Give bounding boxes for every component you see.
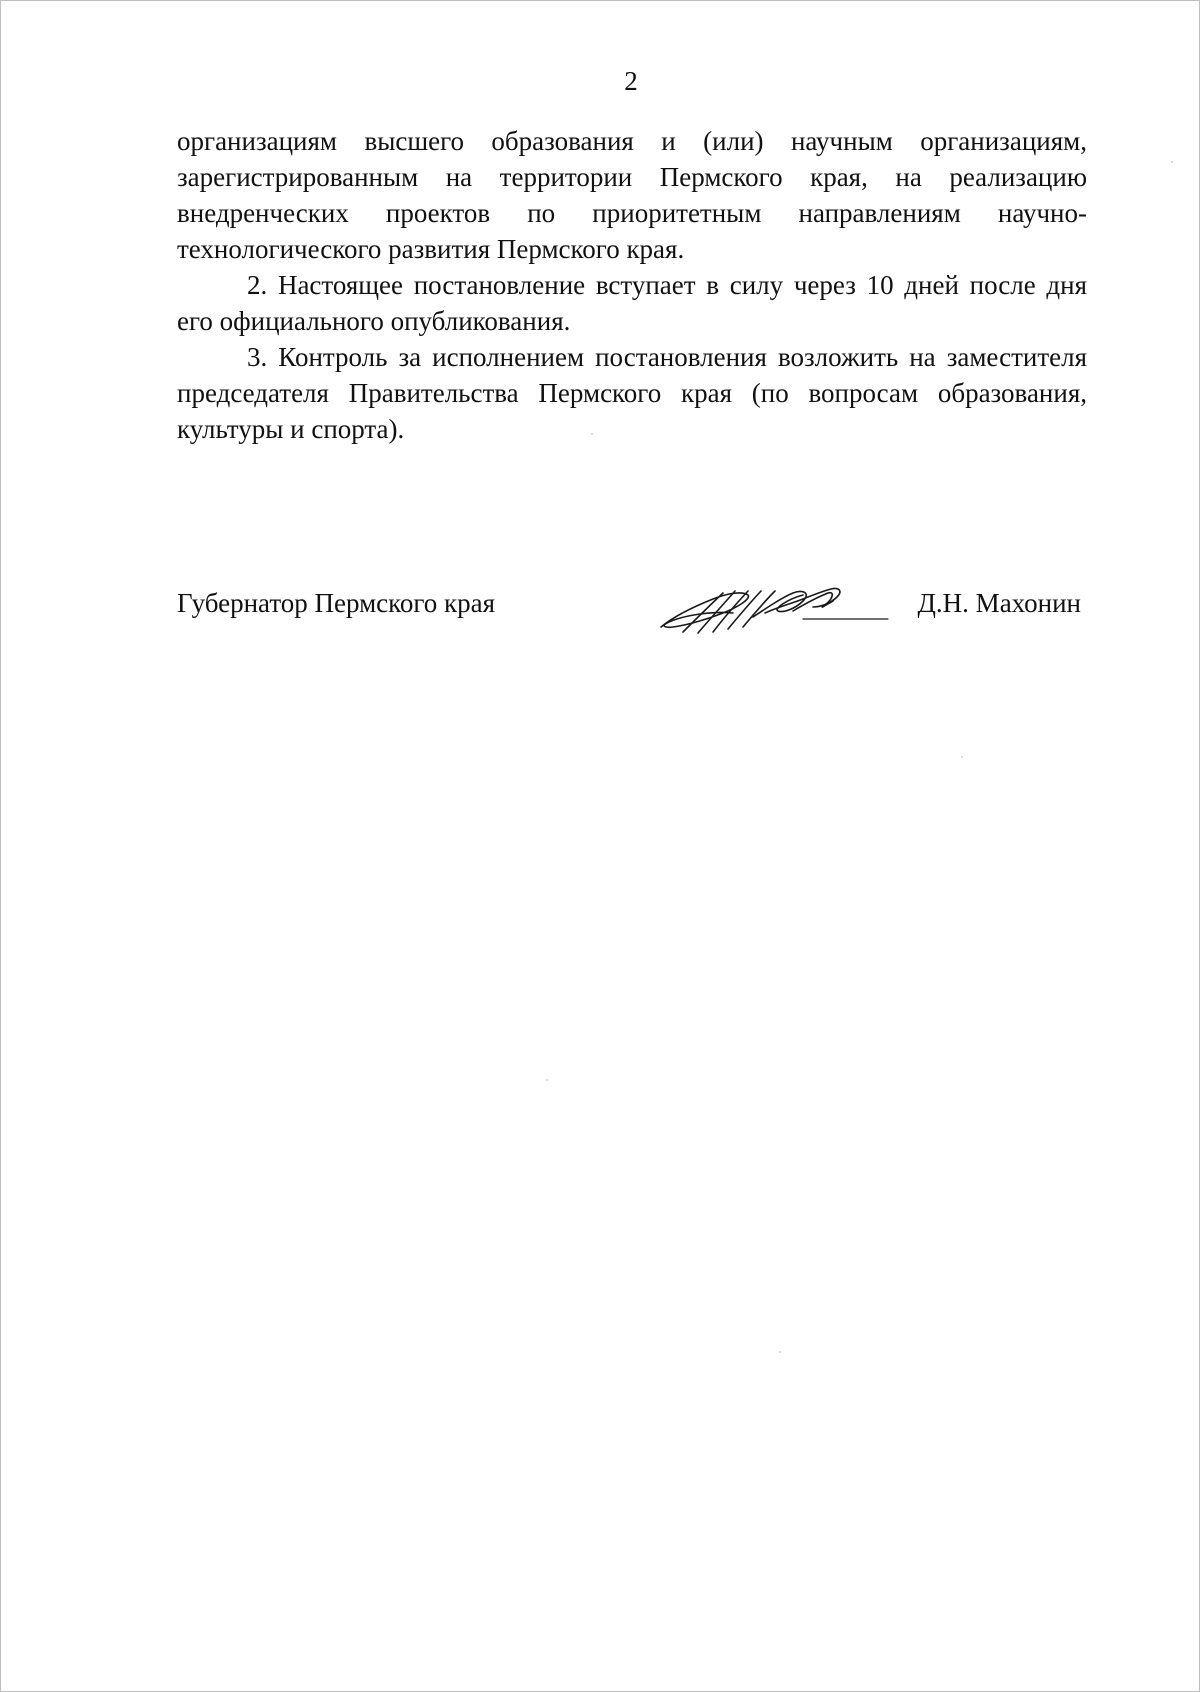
page-number: 2	[624, 66, 638, 96]
scan-speck	[546, 1079, 548, 1081]
handwritten-signature-icon	[653, 577, 893, 637]
signer-name: Д.Н. Махонин	[917, 588, 1081, 618]
scan-speck	[961, 756, 963, 758]
scan-speck	[1171, 161, 1173, 163]
paragraph-2: 2. Настоящее постановление вступает в силу через 10 дней после дня его официального опубликования.	[177, 270, 1087, 336]
signer-title: Губернатор Пермского края	[177, 588, 496, 618]
paragraph-1: организациям высшего образования и (или) научным организациям, зарегистрированным на территории Пермского края, на реализацию внедренческих проектов по приоритетным направлениям научно-технологического развития Пермского края.	[177, 126, 1087, 264]
paragraph-3: 3. Контроль за исполнением постановления возложить на заместителя председателя Правительства Пермского края (по вопросам образования, культуры и спорта).	[177, 342, 1087, 444]
document-body	[177, 123, 1087, 447]
scan-speck	[591, 433, 593, 435]
signature-block	[177, 581, 1087, 641]
scan-speck	[779, 1351, 781, 1353]
